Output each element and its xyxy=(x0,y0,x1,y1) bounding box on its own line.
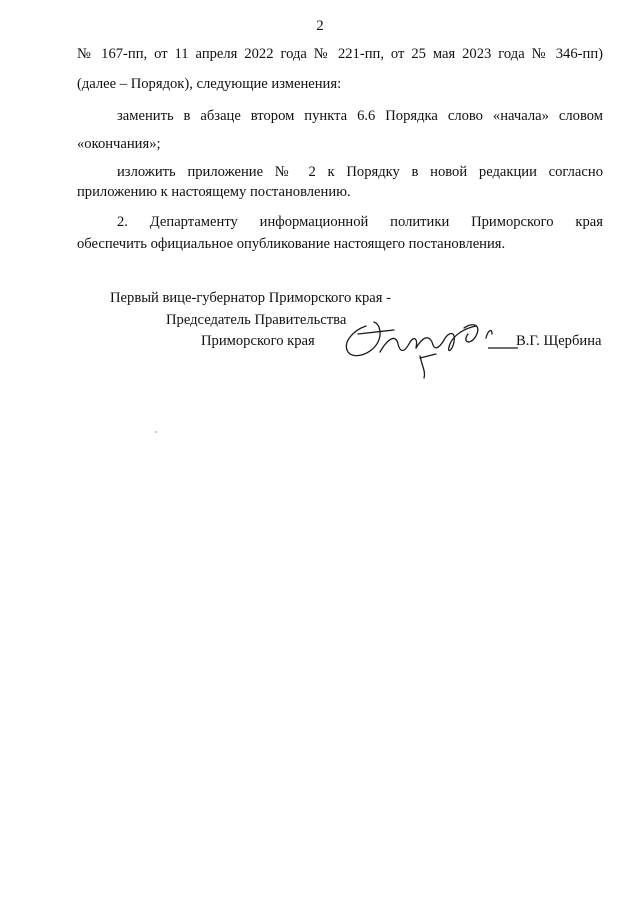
body-line: изложить приложение № 2 к Порядку в новой редакции согласно xyxy=(117,164,603,180)
handwritten-signature xyxy=(336,312,496,380)
signatory-name: В.Г. Щербина xyxy=(516,333,602,349)
body-line: (далее – Порядок), следующие изменения: xyxy=(77,76,342,92)
signatory-position-line-2: Председатель Правительства xyxy=(166,312,347,328)
body-line: заменить в абзаце втором пункта 6.6 Порядка слово «начала» словом xyxy=(117,108,603,124)
signatory-position-line-3: Приморского края xyxy=(201,333,315,349)
page-number: 2 xyxy=(316,18,324,34)
body-line: № 167-пп, от 11 апреля 2022 года № 221-пп, от 25 мая 2023 года № 346-пп) xyxy=(77,46,603,62)
signature-underline xyxy=(488,346,518,350)
scan-artifact xyxy=(155,431,157,433)
body-line: приложению к настоящему постановлению. xyxy=(77,184,351,200)
body-line: «окончания»; xyxy=(77,136,161,152)
body-line: 2. Департаменту информационной политики Приморского края xyxy=(117,214,603,230)
body-line: обеспечить официальное опубликование настоящего постановления. xyxy=(77,236,506,252)
signatory-position-line-1: Первый вице-губернатор Приморского края - xyxy=(110,290,392,306)
